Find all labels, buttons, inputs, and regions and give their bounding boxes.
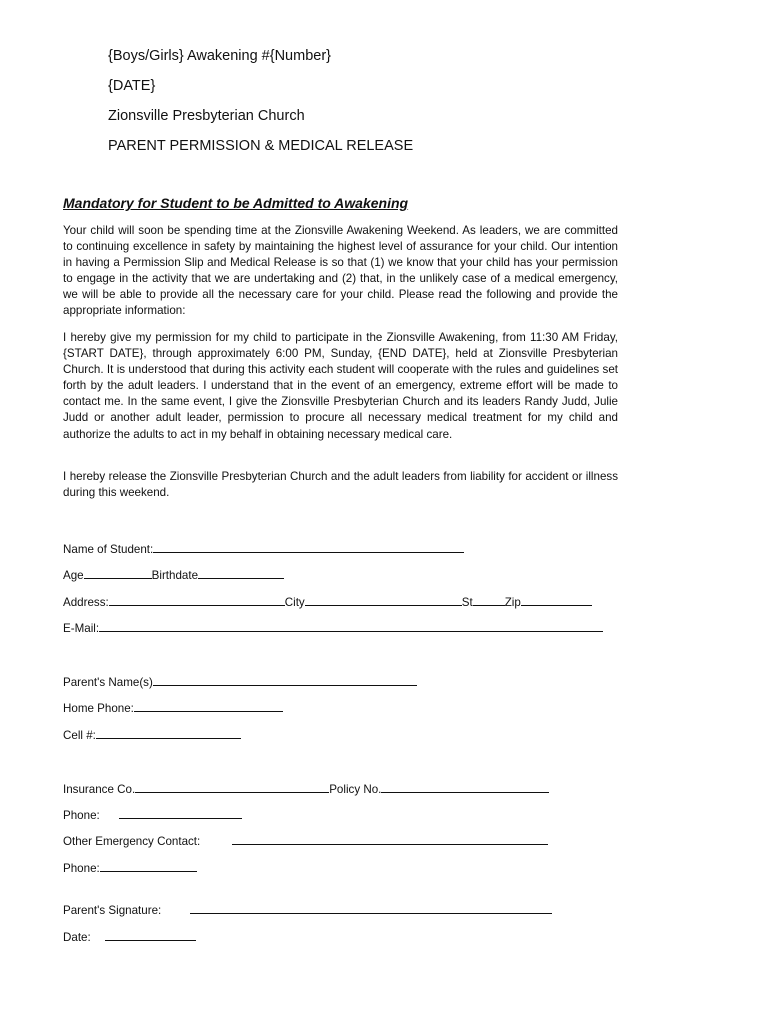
state-line[interactable] <box>473 593 505 606</box>
birthdate-label: Birthdate <box>151 569 199 582</box>
emergency-contact-label: Other Emergency Contact: <box>63 835 201 848</box>
email-label: E-Mail: <box>63 622 100 635</box>
zip-line[interactable] <box>521 593 592 606</box>
email-row <box>63 619 603 636</box>
policy-label: Policy No. <box>329 783 382 796</box>
insurance-phone-label: Phone: <box>63 809 100 822</box>
church-name: Zionsville Presbyterian Church <box>108 108 305 124</box>
signature-row <box>63 901 552 918</box>
cell-row <box>63 726 241 743</box>
student-name-row <box>63 540 464 557</box>
emergency-phone-label: Phone: <box>63 862 100 875</box>
date-row <box>63 928 196 945</box>
date-line[interactable] <box>105 928 196 941</box>
email-line[interactable] <box>99 619 603 632</box>
parents-name-row <box>63 673 417 690</box>
event-title: {Boys/Girls} Awakening #{Number} <box>108 48 332 64</box>
insurance-phone-line[interactable] <box>119 806 242 819</box>
address-line[interactable] <box>109 593 285 606</box>
insurance-row <box>63 780 549 797</box>
city-line[interactable] <box>305 593 462 606</box>
parents-name-line[interactable] <box>153 673 417 686</box>
insurance-line[interactable] <box>135 780 329 793</box>
emergency-contact-line[interactable] <box>232 832 548 845</box>
address-row <box>63 593 592 610</box>
signature-label: Parent's Signature: <box>63 904 162 917</box>
insurance-label: Insurance Co. <box>63 783 136 796</box>
cell-line[interactable] <box>96 726 241 739</box>
address-label: Address: <box>63 596 109 609</box>
emergency-phone-line[interactable] <box>100 859 197 872</box>
age-label: Age <box>63 569 84 582</box>
date-label: Date: <box>63 931 91 944</box>
permission-paragraph: I hereby give my permission for my child to participate in the Zionsville Awakening, from 11:30 AM Friday, {START DATE}, through approximately 6:00 PM, Sunday, {END DATE}, held at Zionsville Presbyterian Church. It is understood that during this activity each student will cooperate with the rules and guidelines set forth by the adult leaders. I understand that in the event of an emergency, extreme effort will be made to contact me. In the same event, I give the Zionsville Presbyterian Church and its leaders Randy Judd, Julie Judd or another adult leader, permission to procure all necessary medical treatment for my child and authorize the adults to act in my behalf in obtaining necessary medical care. <box>63 331 618 441</box>
age-line[interactable] <box>84 566 152 579</box>
event-date: {DATE} <box>108 78 156 94</box>
student-name-label: Name of Student: <box>63 543 154 556</box>
zip-label: Zip <box>504 596 521 609</box>
state-label: St <box>461 596 473 609</box>
insurance-phone-row <box>63 806 242 823</box>
release-paragraph: I hereby release the Zionsville Presbyterian Church and the adult leaders from liability for accident or illness during this weekend. <box>63 470 618 500</box>
signature-line[interactable] <box>190 901 552 914</box>
age-birthdate-row <box>63 566 284 583</box>
home-phone-row <box>63 699 283 716</box>
emergency-contact-row <box>63 832 548 849</box>
mandatory-heading: Mandatory for Student to be Admitted to Awakening <box>63 195 409 211</box>
form-title: PARENT PERMISSION & MEDICAL RELEASE <box>108 138 414 154</box>
birthdate-line[interactable] <box>198 566 284 579</box>
parents-name-label: Parent's Name(s) <box>63 676 153 689</box>
cell-label: Cell #: <box>63 729 96 742</box>
city-label: City <box>284 596 305 609</box>
emergency-phone-row <box>63 859 197 876</box>
home-phone-label: Home Phone: <box>63 702 134 715</box>
intro-paragraph: Your child will soon be spending time at the Zionsville Awakening Weekend. As leaders, we are committed to continuing excellence in safety by maintaining the highest level of assurance for your child. Our intention in having a Permission Slip and Medical Release is so that (1) we know that your child has your permission to engage in the activity that we are undertaking and (2) that, in the unlikely case of a medical emergency, we will be able to provide all the necessary care for your child. Please read the following and provide the appropriate information: <box>63 224 618 318</box>
student-name-line[interactable] <box>153 540 464 553</box>
home-phone-line[interactable] <box>134 699 283 712</box>
policy-line[interactable] <box>381 780 549 793</box>
